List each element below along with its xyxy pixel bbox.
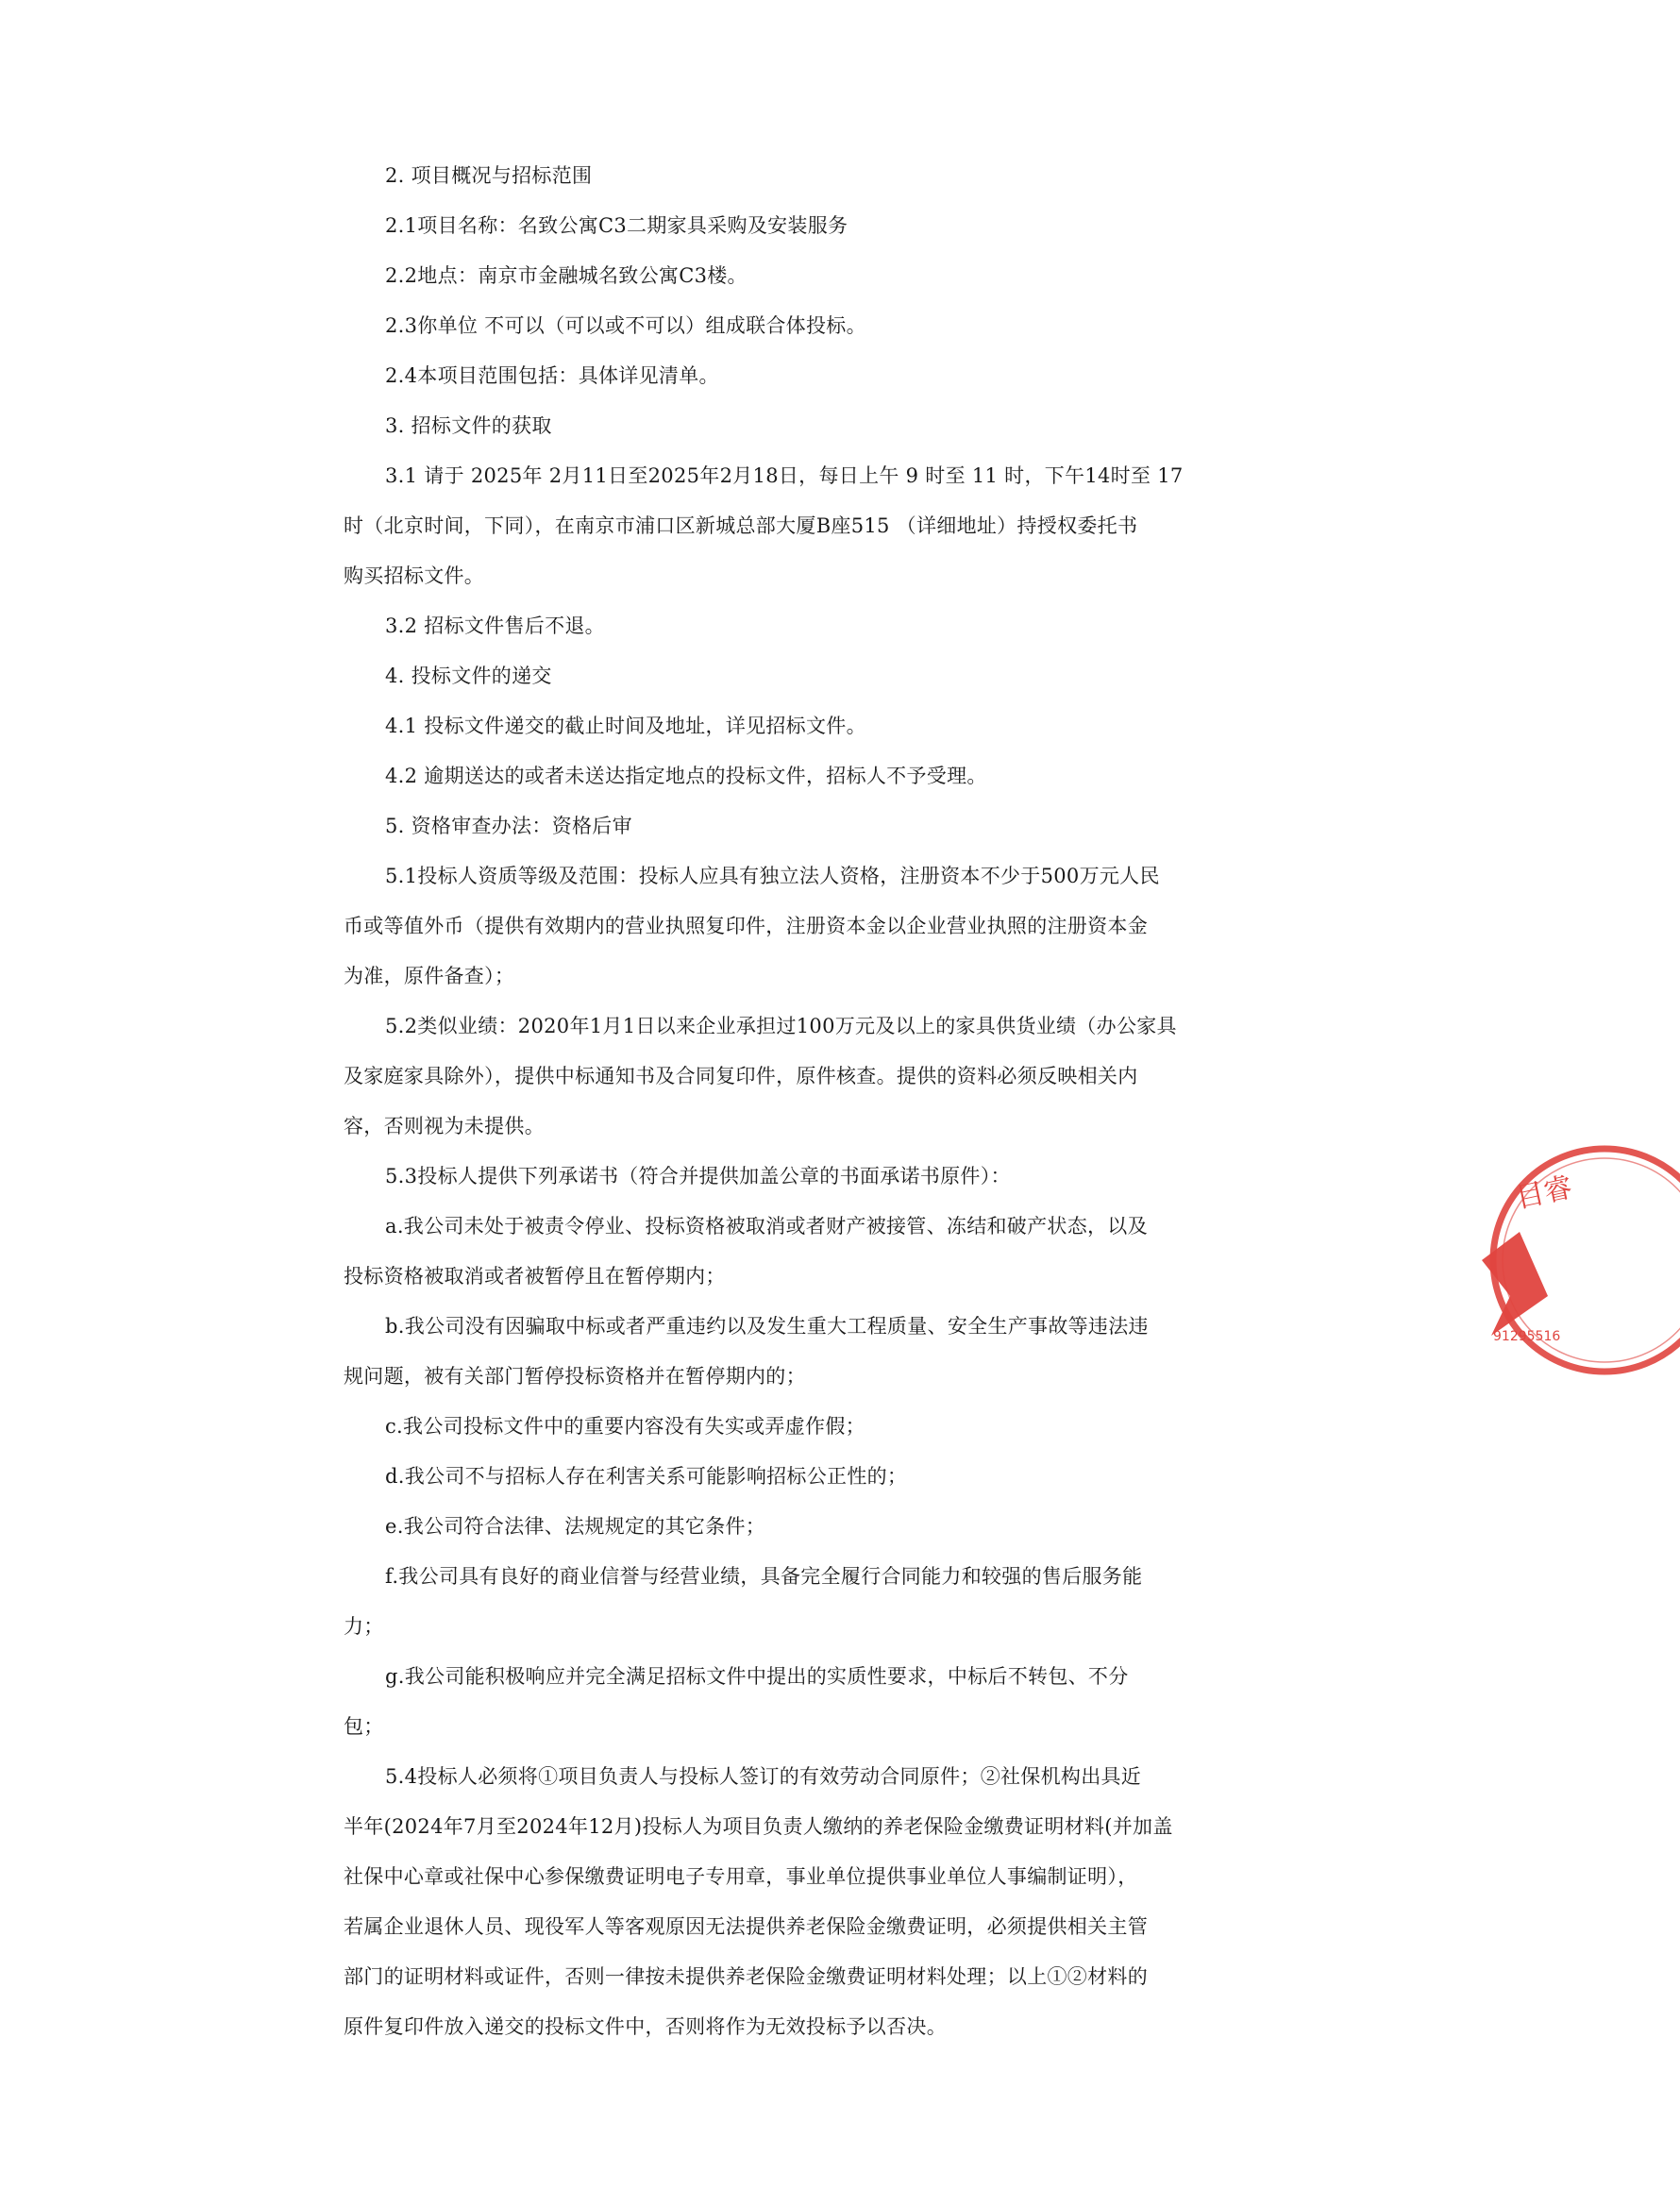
text-line: 及家庭家具除外），提供中标通知书及合同复印件，原件核查。提供的资料必须反映相关内 — [344, 1065, 1138, 1087]
text-line: 部门的证明材料或证件，否则一律按未提供养老保险金缴费证明材料处理；以上①②材料的 — [344, 1965, 1148, 1988]
text-line: 5. 资格审查办法：资格后审 — [385, 815, 632, 837]
text-line: d.我公司不与招标人存在利害关系可能影响招标公正性的； — [385, 1465, 908, 1488]
text-line: 币或等值外币（提供有效期内的营业执照复印件，注册资本金以企业营业执照的注册资本金 — [344, 915, 1148, 937]
seal-text-top: 目睿 — [1513, 1170, 1576, 1216]
text-line: 5.2类似业绩：2020年1月1日以来企业承担过100万元及以上的家具供货业绩（办公家具 — [385, 1015, 1177, 1037]
text-line: 3.1 请于 2025年 2月11日至2025年2月18日，每日上午 9 时至 11 时，下午14时至 17 — [385, 464, 1184, 487]
text-line: 4. 投标文件的递交 — [385, 665, 552, 687]
text-line: 社保中心章或社保中心参保缴费证明电子专用章，事业单位提供事业单位人事编制证明）， — [344, 1865, 1138, 1888]
company-seal-icon — [1491, 1137, 1680, 1383]
text-line: 3. 招标文件的获取 — [385, 414, 552, 437]
text-line: f.我公司具有良好的商业信誉与经营业绩，具备完全履行合同能力和较强的售后服务能 — [385, 1565, 1143, 1588]
text-line: 2.1项目名称：名致公寓C3二期家具采购及安装服务 — [385, 214, 848, 237]
text-line: 购买招标文件。 — [344, 564, 485, 587]
text-line: 力； — [344, 1615, 384, 1638]
text-line: a.我公司未处于被责令停业、投标资格被取消或者财产被接管、冻结和破产状态，以及 — [385, 1215, 1148, 1238]
text-line: 若属企业退休人员、现役军人等客观原因无法提供养老保险金缴费证明，必须提供相关主管 — [344, 1915, 1148, 1938]
text-line: 4.1 投标文件递交的截止时间及地址，详见招标文件。 — [385, 715, 866, 737]
document-body — [344, 151, 1235, 2052]
text-line: 2.4本项目范围包括：具体详见清单。 — [385, 364, 719, 387]
text-line: 半年(2024年7月至2024年12月)投标人为项目负责人缴纳的养老保险金缴费证明材料(并加盖 — [344, 1815, 1173, 1838]
text-line: e.我公司符合法律、法规规定的其它条件； — [385, 1515, 766, 1538]
text-line: 5.3投标人提供下列承诺书（符合并提供加盖公章的书面承诺书原件）： — [385, 1165, 1011, 1187]
text-line: 5.1投标人资质等级及范围：投标人应具有独立法人资格，注册资本不少于500万元人民 — [385, 865, 1160, 887]
text-line: 容，否则视为未提供。 — [344, 1115, 545, 1137]
text-line: 为准，原件备查）； — [344, 965, 515, 987]
text-line: 5.4投标人必须将①项目负责人与投标人签订的有效劳动合同原件；②社保机构出具近 — [385, 1765, 1142, 1788]
text-line: 2.3你单位 不可以（可以或不可以）组成联合体投标。 — [385, 314, 866, 337]
seal-number: 91295516 — [1493, 1329, 1561, 1344]
text-line: 包； — [344, 1715, 384, 1738]
text-line: c.我公司投标文件中的重要内容没有失实或弄虚作假； — [385, 1415, 865, 1438]
text-line: 规问题，被有关部门暂停投标资格并在暂停期内的； — [344, 1365, 806, 1388]
text-line: 3.2 招标文件售后不退。 — [385, 615, 605, 637]
text-line: 2. 项目概况与招标范围 — [385, 164, 593, 187]
text-line: 2.2地点：南京市金融城名致公寓C3楼。 — [385, 264, 748, 287]
text-line: b.我公司没有因骗取中标或者严重违约以及发生重大工程质量、安全生产事故等违法违 — [385, 1315, 1149, 1338]
text-line: 原件复印件放入递交的投标文件中，否则将作为无效投标予以否决。 — [344, 2015, 947, 2038]
text-line: 4.2 逾期送达的或者未送达指定地点的投标文件，招标人不予受理。 — [385, 765, 987, 787]
text-line: 时（北京时间，下同），在南京市浦口区新城总部大厦B座515 （详细地址）持授权委托书 — [344, 514, 1138, 537]
text-line: 投标资格被取消或者被暂停且在暂停期内； — [344, 1265, 726, 1288]
text-line: g.我公司能积极响应并完全满足招标文件中提出的实质性要求，中标后不转包、不分 — [385, 1665, 1129, 1688]
